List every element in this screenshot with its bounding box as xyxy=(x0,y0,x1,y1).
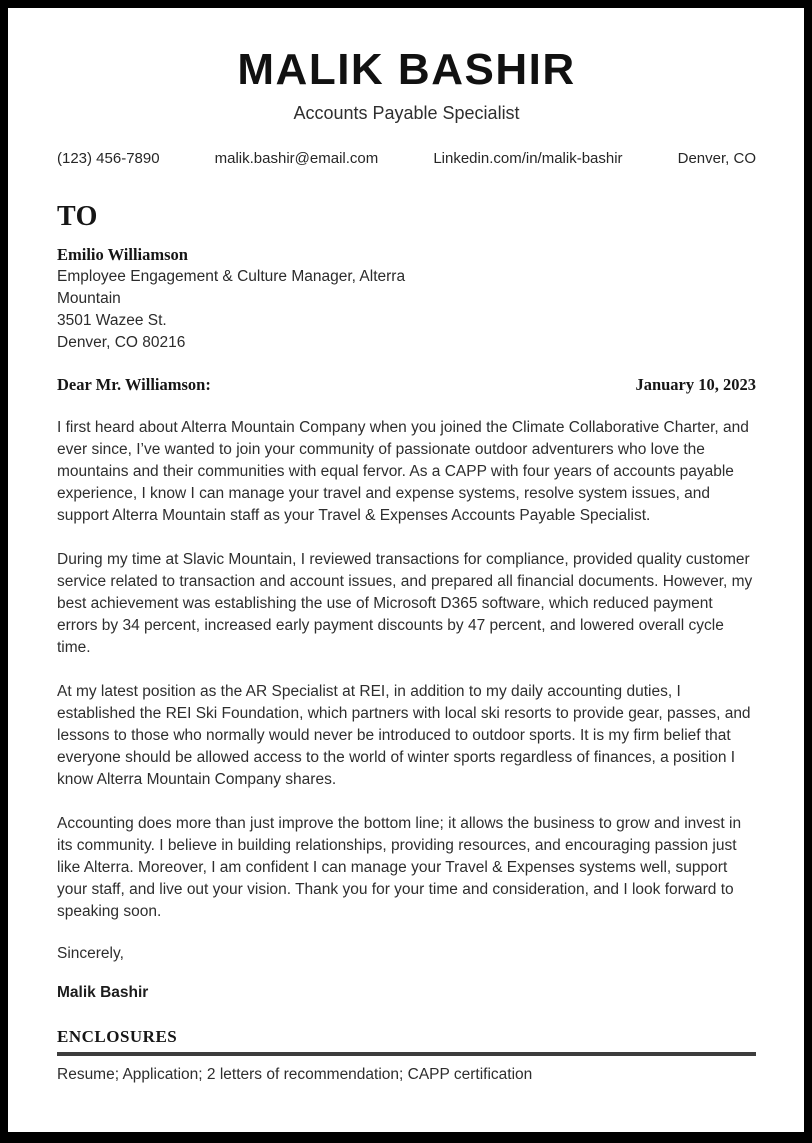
enclosures-heading: ENCLOSURES xyxy=(57,1027,756,1056)
body-paragraph: At my latest position as the AR Specialist at REI, in addition to my daily accounting duties, I established the REI Ski Foundation, which partners with local ski resorts to provide gear, passes, and lessons to those who normally would never be introduced to outdoor sports. It is my firm belief that everyone should be allowed access to the world of winter sports regardless of finances, a position I know Alterra Mountain Company shares. xyxy=(57,683,751,789)
recipient-address xyxy=(57,266,457,354)
page-content xyxy=(8,8,804,1084)
contact-location: Denver, CO xyxy=(677,150,756,168)
contact-phone: (123) 456-7890 xyxy=(57,150,160,168)
signature-name: Malik Bashir xyxy=(57,984,149,1002)
recipient-address-line: 3501 Wazee St. xyxy=(57,312,167,330)
letter-date: January 10, 2023 xyxy=(635,375,756,395)
contact-row xyxy=(57,150,756,167)
to-section-heading: TO xyxy=(57,201,98,233)
recipient-name: Emilio Williamson xyxy=(57,245,188,265)
recipient-address-line: Employee Engagement & Culture Manager, Alterra Mountain xyxy=(57,268,406,308)
candidate-name: MALIK BASHIR xyxy=(237,45,576,94)
candidate-job-title: Accounts Payable Specialist xyxy=(293,103,520,124)
contact-email: malik.bashir@email.com xyxy=(214,150,379,168)
enclosures-items: Resume; Application; 2 letters of recommendation; CAPP certification xyxy=(57,1066,533,1084)
salutation-row xyxy=(57,375,756,395)
contact-linkedin: Linkedin.com/in/malik-bashir xyxy=(433,150,623,168)
body-paragraph: Accounting does more than just improve the bottom line; it allows the business to grow and invest in its community. I believe in building relationships, providing resources, and encouraging passion just like Alterra. Moreover, I am confident I can manage your Travel & Expenses systems well, support your staff, and live out your vision. Thank you for your time and consideration, and I look forward to speaking soon. xyxy=(57,815,742,921)
body-paragraph: I first heard about Alterra Mountain Company when you joined the Climate Collaborative Charter, and ever since, I’ve wanted to join your community of passionate outdoor adventurers who love the mountains and their communities with equal fervor. As a CAPP with four years of accounts payable experience, I know I can manage your travel and expense systems, resolve system issues, and support Alterra Mountain staff as your Travel & Expenses Accounts Payable Specialist. xyxy=(57,419,749,525)
recipient-address-line: Denver, CO 80216 xyxy=(57,334,186,352)
valediction: Sincerely, xyxy=(57,945,124,963)
body-paragraph: During my time at Slavic Mountain, I reviewed transactions for compliance, provided quality customer service related to transaction and account issues, and prepared all financial documents. However, my best achievement was establishing the use of Microsoft D365 software, which reduced payment errors by 34 percent, increased early payment discounts by 47 percent, and lowered overall cycle time. xyxy=(57,551,753,657)
salutation: Dear Mr. Williamson: xyxy=(57,375,211,395)
